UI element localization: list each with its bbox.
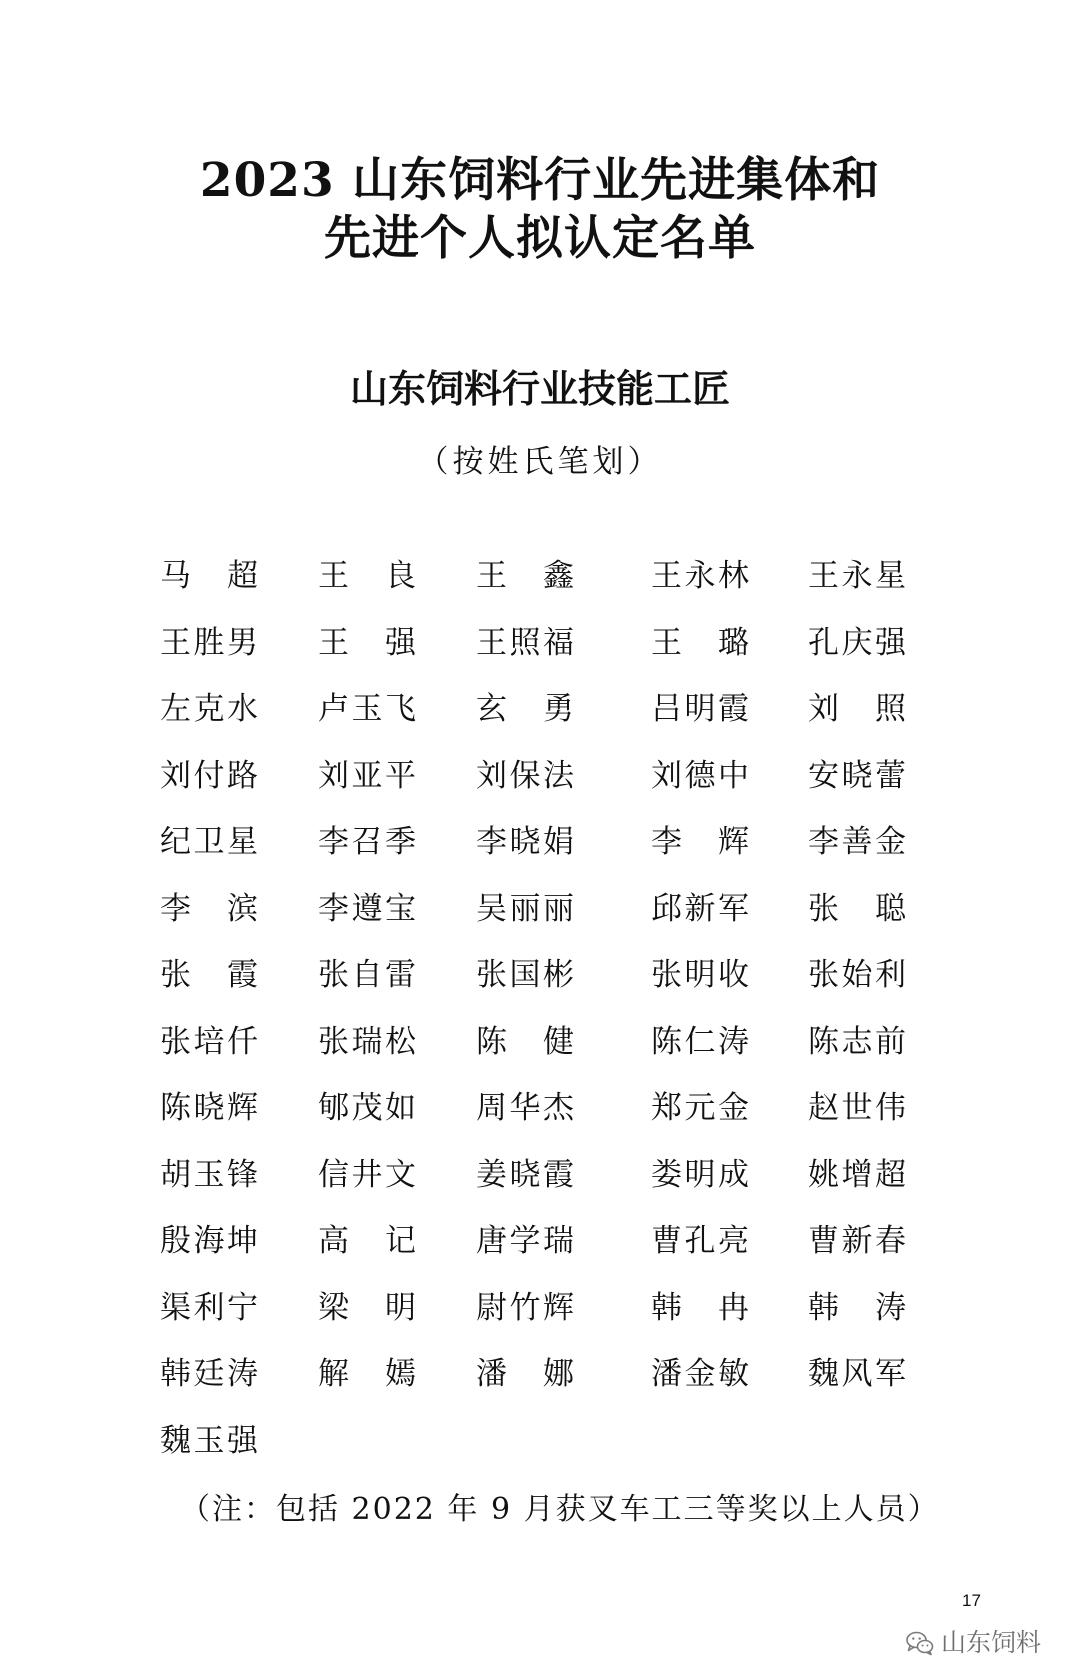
person-name: 张 聪	[808, 890, 906, 927]
footnote: （注：包括 2022 年 9 月获叉车工三等奖以上人员）	[180, 1492, 940, 1527]
person-name: 刘 付 路	[160, 757, 258, 794]
person-name: 李 辉	[651, 824, 749, 860]
watermark-text: 山东饲料	[941, 1628, 1042, 1657]
person-name: 周 华 杰	[476, 1090, 574, 1126]
person-name: 陈 志 前	[808, 1023, 906, 1060]
name-row	[0, 889, 1080, 956]
section-title: 山东饲料行业技能工匠	[349, 366, 730, 411]
person-name: 郑 元 金	[651, 1090, 749, 1126]
document-title-line-1: 2023 山东饲料行业先进集体和	[199, 153, 881, 208]
name-row	[0, 556, 1080, 623]
person-name: 王 照 福	[476, 624, 574, 661]
person-name: 陈 仁 涛	[651, 1023, 749, 1060]
person-name: 王 璐	[651, 624, 749, 661]
person-name: 解 嫣	[318, 1356, 416, 1392]
person-name: 魏 玉 强	[160, 1422, 258, 1459]
name-row	[0, 1354, 1080, 1421]
person-name: 刘 照	[808, 691, 906, 727]
person-name: 曹 孔 亮	[651, 1223, 749, 1259]
person-name: 张 始 利	[808, 957, 906, 993]
person-name: 胡 玉 锋	[160, 1156, 258, 1193]
person-name: 纪 卫 星	[160, 824, 258, 860]
person-name: 梁 明	[318, 1289, 416, 1326]
name-row	[0, 1155, 1080, 1222]
person-name: 赵 世 伟	[808, 1090, 906, 1126]
person-name: 张 瑞 松	[318, 1023, 416, 1060]
person-name: 陈 健	[476, 1023, 574, 1060]
person-name: 王 胜 男	[160, 624, 258, 661]
person-name: 张 自 雷	[318, 957, 416, 993]
name-row	[0, 756, 1080, 823]
page-number: 17	[962, 1591, 981, 1610]
person-name: 魏 风 军	[808, 1356, 906, 1392]
name-row	[0, 1288, 1080, 1355]
name-row	[0, 1088, 1080, 1155]
person-name: 唐 学 瑞	[476, 1223, 574, 1259]
person-name: 曹 新 春	[808, 1223, 906, 1259]
name-row	[0, 1421, 1080, 1488]
name-list	[0, 556, 1080, 1487]
person-name: 韩 廷 涛	[160, 1356, 258, 1392]
person-name: 郇 茂 如	[318, 1090, 416, 1126]
person-name: 王 永 星	[808, 558, 906, 594]
person-name: 王 强	[318, 624, 416, 661]
person-name: 左 克 水	[160, 691, 258, 727]
person-name: 玄 勇	[476, 691, 574, 727]
name-row	[0, 623, 1080, 690]
person-name: 张 国 彬	[476, 957, 574, 993]
person-name: 吴 丽 丽	[476, 890, 574, 927]
person-name: 张 明 收	[651, 957, 749, 993]
name-row	[0, 689, 1080, 756]
watermark	[905, 1627, 1041, 1659]
person-name: 王 永 林	[651, 558, 749, 594]
person-name: 刘 德 中	[651, 757, 749, 794]
name-row	[0, 955, 1080, 1022]
document-title-line-2: 先进个人拟认定名单	[324, 211, 756, 266]
name-row	[0, 1221, 1080, 1288]
person-name: 李 善 金	[808, 824, 906, 860]
person-name: 高 记	[318, 1223, 416, 1259]
person-name: 邱 新 军	[651, 890, 749, 927]
person-name: 殷 海 坤	[160, 1223, 258, 1259]
name-row	[0, 822, 1080, 889]
person-name: 吕 明 霞	[651, 691, 749, 727]
person-name: 潘 娜	[476, 1356, 574, 1392]
person-name: 娄 明 成	[651, 1156, 749, 1193]
person-name: 王 良	[318, 558, 416, 594]
order-note: （按姓氏笔划）	[417, 444, 663, 480]
person-name: 李 召 季	[318, 824, 416, 860]
person-name: 安 晓 蕾	[808, 757, 906, 794]
person-name: 李 遵 宝	[318, 890, 416, 927]
person-name: 王 鑫	[476, 558, 574, 594]
person-name: 李 晓 娟	[476, 824, 574, 860]
person-name: 陈 晓 辉	[160, 1090, 258, 1126]
person-name: 尉 竹 辉	[476, 1289, 574, 1326]
person-name: 姚 增 超	[808, 1156, 906, 1193]
person-name: 潘 金 敏	[651, 1356, 749, 1392]
person-name: 姜 晓 霞	[476, 1156, 574, 1193]
person-name: 韩 涛	[808, 1289, 906, 1326]
person-name: 孔 庆 强	[808, 624, 906, 661]
person-name: 渠 利 宁	[160, 1289, 258, 1326]
person-name: 刘 亚 平	[318, 757, 416, 794]
person-name: 马 超	[160, 558, 258, 594]
person-name: 信 井 文	[318, 1156, 416, 1193]
person-name: 刘 保 法	[476, 757, 574, 794]
person-name: 张 培 仟	[160, 1023, 258, 1060]
person-name: 韩 冉	[651, 1289, 749, 1326]
person-name: 李 滨	[160, 890, 258, 927]
name-row	[0, 1022, 1080, 1089]
wechat-icon	[905, 1630, 935, 1656]
person-name: 张 霞	[160, 957, 258, 993]
person-name: 卢 玉 飞	[318, 691, 416, 727]
